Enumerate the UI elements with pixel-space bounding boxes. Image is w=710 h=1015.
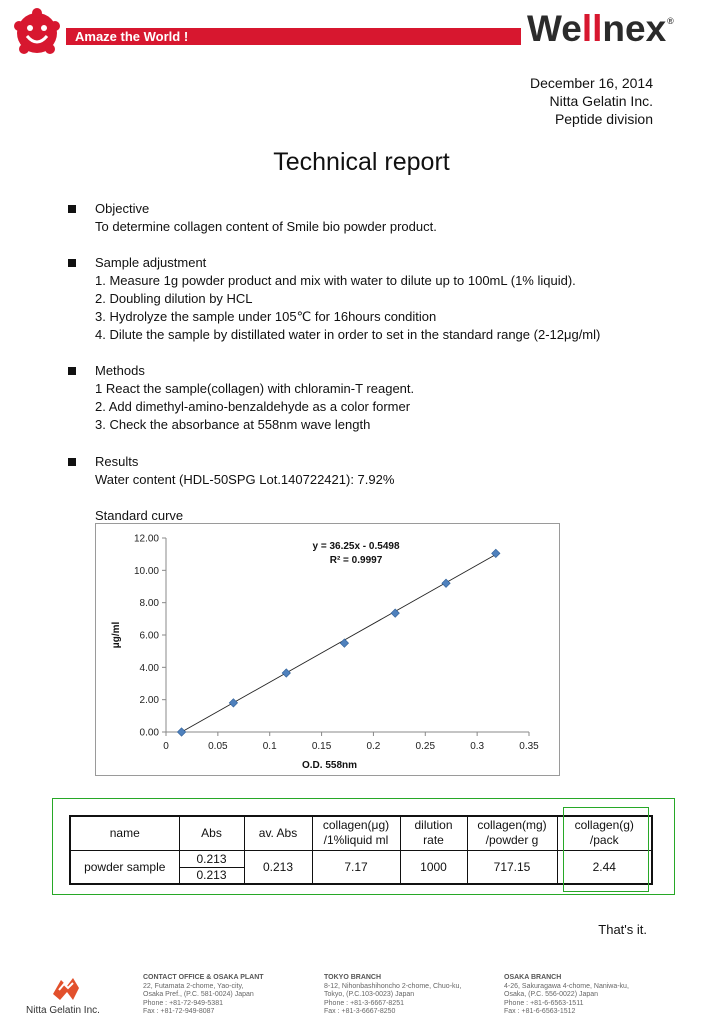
bullet-icon [68, 367, 76, 375]
closing-text: That's it. [598, 922, 647, 937]
data-point [340, 639, 348, 647]
x-tick-label: 0.2 [366, 741, 381, 752]
page-title: Technical report [273, 148, 450, 176]
x-tick-label: 0.25 [415, 741, 436, 752]
bullet-icon [68, 205, 76, 213]
cell-collagen-g: 2.44 [557, 850, 652, 884]
y-tick-label: 10.00 [133, 565, 159, 577]
y-tick-label: 12.00 [133, 533, 159, 545]
cell-collagen-ug: 7.17 [312, 850, 400, 884]
wellnex-logo: Wellnex® [527, 8, 674, 49]
x-tick-label: 0.15 [311, 741, 332, 752]
y-tick-label: 0.00 [139, 727, 159, 739]
trendline-equation: y = 36.25x - 0.5498 [312, 541, 400, 552]
header-av-abs: av. Abs [244, 816, 312, 850]
footer-contact-office: CONTACT OFFICE & OSAKA PLANT 22, Futamata 2-chome, Yao-city, Osaka Pref., (P.C. 581-0024) Japan Phone : +81-72-949-5381 Fax : +81-72-949-8087 [143, 974, 264, 1015]
chart-svg [96, 524, 561, 777]
footer-tokyo-branch: TOKYO BRANCH 8-12, Nihonbashihoncho 2-chome, Chuo-ku, Tokyo, (P.C.103-0023) Japan Phone : +81-3-6667-8251 Fax : +81-3-6667-8250 [324, 974, 462, 1015]
cell-abs-2: 0.213 [179, 867, 244, 884]
standard-curve-chart [95, 523, 560, 776]
section-line: 2. Add dimethyl-amino-benzaldehyde as a color former [95, 399, 411, 414]
y-tick-label: 6.00 [139, 630, 159, 642]
section-line: 1 React the sample(collagen) with chloramin-T reagent. [95, 381, 415, 396]
x-tick-label: 0 [163, 741, 169, 752]
section-line: 1. Measure 1g powder product and mix with water to dilute up to 100mL (1% liquid). [95, 273, 576, 288]
cell-name: powder sample [70, 850, 179, 884]
company-name: Nitta Gelatin Inc. [549, 93, 653, 109]
y-tick-label: 4.00 [139, 662, 159, 674]
cell-av-abs: 0.213 [244, 850, 312, 884]
data-point [229, 699, 237, 707]
section-heading: Sample adjustment [95, 255, 207, 270]
section-line: To determine collagen content of Smile bio powder product. [95, 219, 437, 234]
tagline-band [66, 28, 521, 45]
section-line: 2. Doubling dilution by HCL [95, 291, 253, 306]
header-abs: Abs [179, 816, 244, 850]
data-point [282, 669, 290, 677]
x-tick-label: 0.35 [519, 741, 539, 752]
nitta-logo [26, 974, 102, 1015]
y-tick-label: 2.00 [139, 695, 159, 707]
bullet-icon [68, 458, 76, 466]
r-squared: R² = 0.9997 [329, 555, 383, 566]
data-point [391, 609, 399, 617]
header-collagen-ug: collagen(μg) /1%liquid ml [312, 816, 400, 850]
smile-logo [12, 8, 62, 58]
x-tick-label: 0.3 [470, 741, 485, 752]
footer-osaka-branch: OSAKA BRANCH 4-26, Sakuragawa 4-chome, Naniwa-ku, Osaka, (P.C. 556-0022) Japan Phone : +81-6-6563-1511 Fax : +81-6-6563-1512 [504, 974, 629, 1015]
section-heading: Methods [95, 363, 145, 378]
document-meta [530, 74, 653, 128]
data-point [177, 728, 185, 736]
nitta-mark-icon [51, 974, 81, 1002]
section-heading: Results [95, 454, 139, 469]
report-date: December 16, 2014 [530, 75, 653, 91]
y-tick-label: 8.00 [139, 598, 159, 610]
header-collagen-g: collagen(g) /pack [557, 816, 652, 850]
trendline [182, 555, 496, 732]
data-point [442, 579, 450, 587]
cell-collagen-mg: 717.15 [467, 850, 557, 884]
y-axis-label: μg/ml [111, 621, 122, 649]
x-tick-label: 0.05 [208, 741, 228, 752]
chart-label: Standard curve [95, 508, 184, 523]
cell-dilution: 1000 [400, 850, 467, 884]
section-line: 3. Check the absorbance at 558nm wave length [95, 417, 371, 432]
section-line: Water content (HDL-50SPG Lot.140722421): 7.92% [95, 472, 395, 487]
division-name: Peptide division [554, 111, 653, 127]
section-line: 3. Hydrolyze the sample under 105℃ for 16hours condition [95, 309, 437, 324]
section-line: 4. Dilute the sample by distillated water in order to set in the standard range (2-12μg/ml) [95, 327, 601, 342]
x-axis-label: O.D. 558nm [301, 760, 358, 771]
section-heading: Objective [95, 201, 150, 216]
x-tick-label: 0.1 [262, 741, 277, 752]
header-collagen-mg: collagen(mg) /powder g [467, 816, 557, 850]
header-name: name [70, 816, 179, 850]
bullet-icon [68, 259, 76, 267]
footer-company: Nitta Gelatin Inc. [26, 1005, 100, 1015]
header-dilution: dilution rate [400, 816, 467, 850]
collagen-per-pack-highlight [563, 807, 649, 892]
cell-abs-1: 0.213 [179, 850, 244, 867]
tagline: Amaze the World ! [75, 29, 189, 44]
